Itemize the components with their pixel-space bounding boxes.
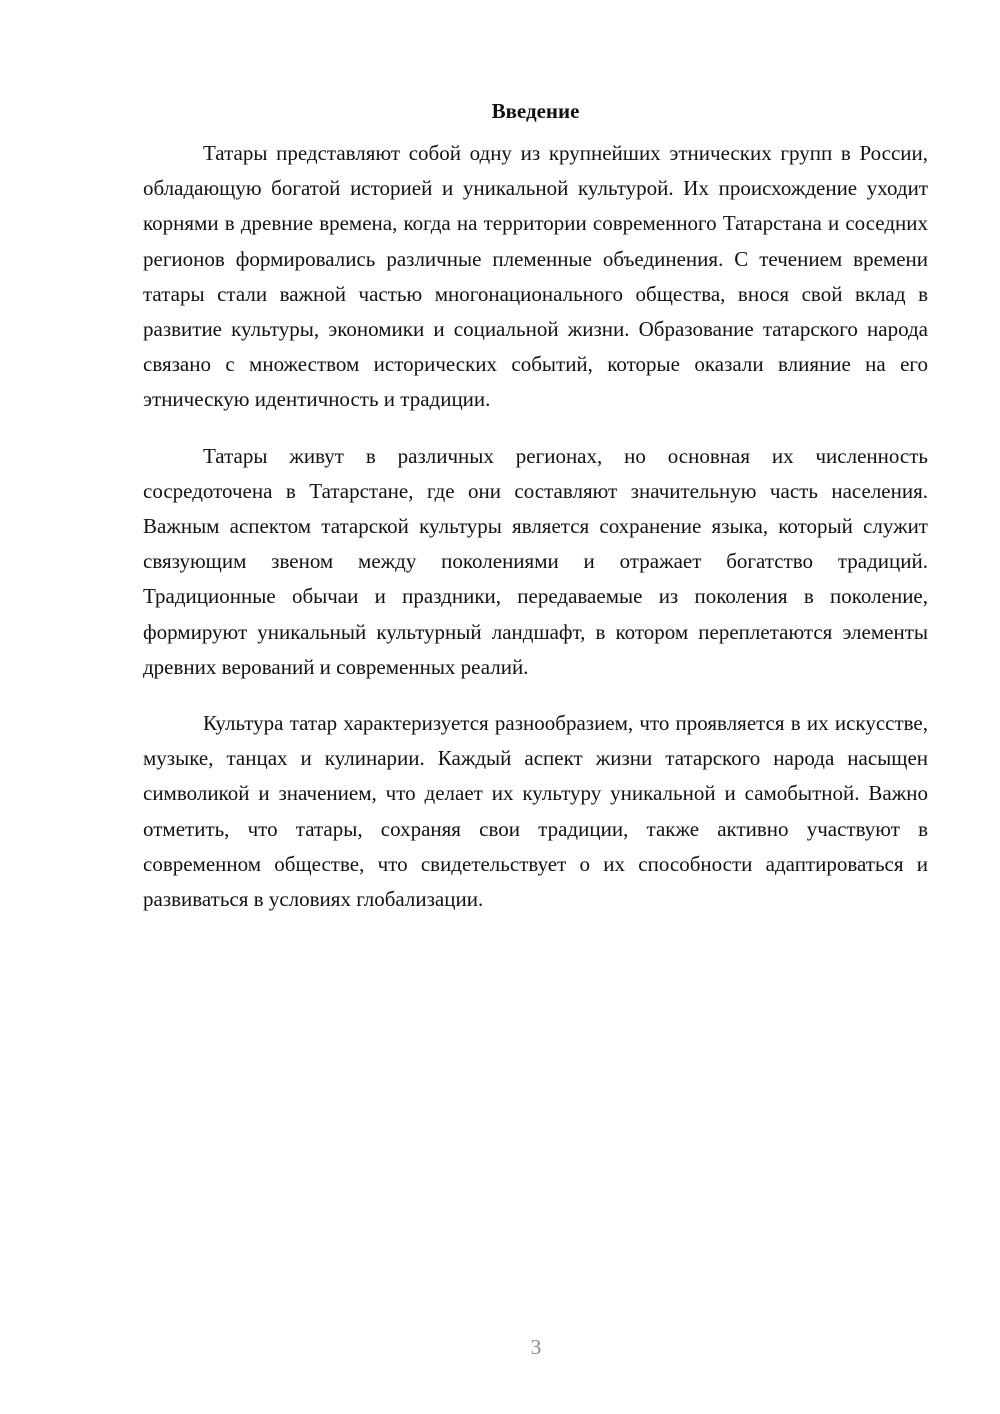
paragraph-2: Татары живут в различных регионах, но основная их численность сосредоточена в Татарстане, где они составляют значительную часть населения. Важным аспектом татарской культуры является сохранение языка, который служит связующим звеном между поколениями и отражает богатство традиций. Традиционные обычаи и праздники, передаваемые из поколения в поколение, формируют уникальный культурный ландшафт, в котором переплетаются элементы древних верований и современных реалий. bbox=[143, 443, 928, 679]
page-number: 3 bbox=[530, 1335, 542, 1359]
section-heading: Введение bbox=[491, 99, 580, 123]
page-content bbox=[143, 96, 928, 938]
paragraph-3: Культура татар характеризуется разнообразием, что проявляется в их искусстве, музыке, танцах и кулинарии. Каждый аспект жизни татарского народа насыщен символикой и значением, что делает их культуру уникальной и самобытной. Важно отметить, что татары, сохраняя свои традиции, также активно участвуют в современном обществе, что свидетельствует о их способности адаптироваться и развиваться в условиях глобализации. bbox=[143, 711, 928, 912]
paragraph-1: Татары представляют собой одну из крупнейших этнических групп в России, обладающую богатой историей и уникальной культурой. Их происхождение уходит корнями в древние времена, когда на территории современного Татарстана и соседних регионов формировались различные племенные объединения. С течением времени татары стали важной частью многонационального общества, внося свой вклад в развитие культуры, экономики и социальной жизни. Образование татарского народа связано с множеством исторических событий, которые оказали влияние на его этническую идентичность и традиции. bbox=[143, 141, 928, 412]
